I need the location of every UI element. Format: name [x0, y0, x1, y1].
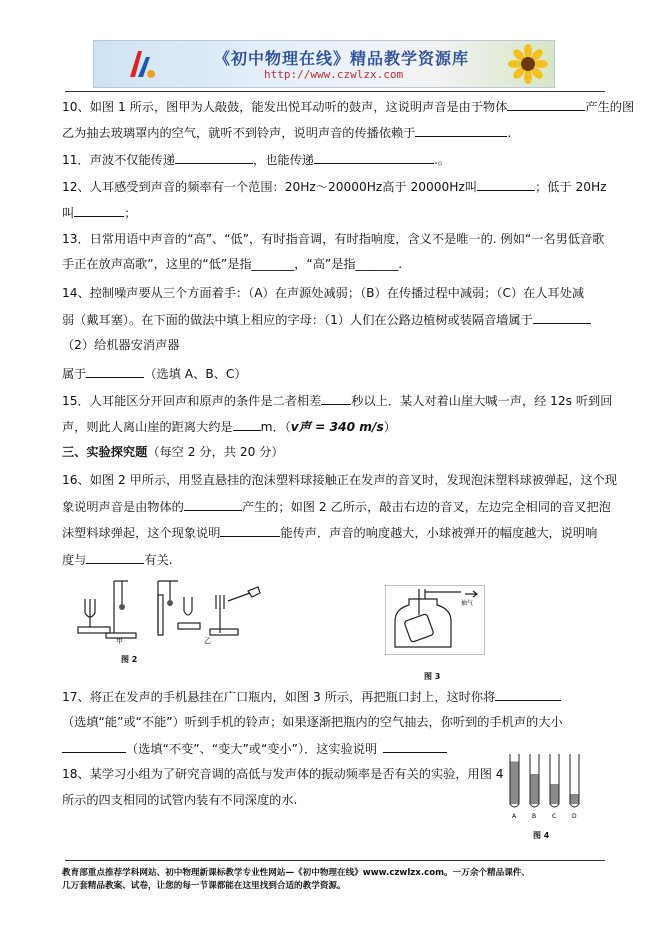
tube-water-C	[550, 784, 559, 804]
question-17-line1: 17、将正在发声的手机悬挂在广口瓶内，如图 3 所示，再把瓶口封上，这时你将	[62, 688, 561, 705]
tube-water-A	[510, 762, 519, 805]
figure-3-caption: 图 3	[424, 672, 441, 681]
foam-ball-icon	[167, 600, 173, 606]
footer-line-1: 教育部重点推荐学科网站、初中物理新课标教学专业性网站—《初中物理在线》www.czwlzx.com。一万余个精品课件、	[62, 868, 530, 878]
footer-rule	[65, 860, 605, 861]
figure-3-bottle-diagram	[385, 585, 485, 655]
blank[interactable]	[477, 178, 535, 191]
question-17-line2: （选填“能”或“不能”）听到手机的铃声；如果逐渐把瓶内的空气抽去，你听到的手机声的大小	[62, 715, 563, 729]
blank[interactable]	[383, 740, 447, 753]
test-tube-label-B: B	[532, 813, 537, 820]
header-rule	[65, 91, 605, 92]
section-3-heading: 三、实验探究题（每空 2 分，共 20 分）	[62, 445, 284, 459]
blank[interactable]	[220, 524, 280, 537]
speed-formula: v声 = 340 m/s	[290, 420, 384, 434]
question-18-line1: 18、某学习小组为了研究音调的高低与发声体的振动频率是否有关的实验，用图 4	[62, 767, 504, 781]
figure-3-pump-label: 抽气	[461, 600, 474, 607]
header-title: 《初中物理在线》精品教学资源库	[214, 49, 470, 68]
question-15-line2: 声，则此人离山崖的距离大约是 m．（v声 = 340 m/s）	[62, 420, 396, 434]
blank[interactable]	[184, 498, 242, 511]
figure-4-test-tubes	[500, 750, 590, 820]
question-16-line3: 沫塑料球弹起，这个现象说明 能传声．声音的响度越大，小球被弹开的幅度越大，说明响	[62, 526, 598, 540]
question-13-line2: 手正在放声高歌”，这里的“低”是指_______，“高”是指_______.	[62, 257, 403, 271]
foam-ball-icon	[119, 604, 125, 610]
question-18-line2: 所示的四支相同的试管内装有不同深度的水.	[62, 793, 298, 807]
blank[interactable]	[314, 151, 434, 164]
blank[interactable]	[175, 151, 253, 164]
test-tube-label-C: C	[552, 813, 557, 820]
question-11: 11．声波不仅能传递 ，也能传递 .。	[62, 153, 451, 167]
blank[interactable]: _______	[355, 257, 399, 271]
test-tube-label-A: A	[512, 813, 517, 820]
question-14-line4: 属于 （选填 A、B、C）	[62, 367, 247, 381]
footer-line-2: 几万套精品教案、试卷，让您的每一节课都能在这里找到合适的教学资源。	[62, 881, 346, 891]
question-15-line1: 15．人耳能区分开回声和原声的条件是二者相差 秒以上．某人对着山崖大喊一声，经 12s 听到回	[62, 394, 613, 408]
test-tube-label-D: D	[572, 813, 577, 820]
blank[interactable]	[415, 124, 507, 137]
question-16-line1: 16、如图 2 甲所示，用竖直悬挂的泡沫塑料球接触正在发声的音叉时，发现泡沫塑料球被弹起，这个现	[62, 473, 618, 487]
question-14-line3: （2）给机器安消声器	[62, 338, 180, 352]
blank[interactable]	[86, 365, 144, 378]
sunflower-icon	[508, 44, 548, 84]
question-10-line1: 10、如图 1 所示，图甲为人敲鼓，能发出悦耳动听的鼓声，这说明声音是由于物体 产生的图	[62, 100, 635, 114]
blank[interactable]	[233, 418, 261, 431]
figure-2-jia-label: 甲	[116, 637, 123, 645]
header-url: http://www.czwlzx.com	[264, 68, 404, 81]
blank[interactable]: _______	[251, 257, 295, 271]
tube-water-B	[530, 774, 539, 804]
site-logo-icon	[124, 47, 158, 81]
question-16-line4: 度与 有关.	[62, 553, 173, 567]
figure-2-diagram	[70, 575, 270, 645]
blank[interactable]	[321, 392, 351, 405]
tube-water-D	[570, 794, 579, 804]
blank[interactable]	[86, 551, 144, 564]
question-13-line1: 13．日常用语中声音的“高”、“低”，有时指音调，有时指响度，含义不是唯一的. 例如“一名男低音歌	[62, 232, 605, 246]
question-16-line2: 象说明声音是由物体的 产生的；如图 2 乙所示，敲击右边的音叉，左边完全相同的音叉把泡	[62, 500, 611, 514]
blank[interactable]	[74, 204, 124, 217]
question-10-line2: 乙为抽去玻璃罩内的空气，就听不到铃声，说明声音的传播依赖于 .	[62, 126, 512, 140]
blank[interactable]	[62, 740, 126, 753]
header-banner	[93, 40, 555, 88]
figure-2-yi-label: 乙	[204, 637, 211, 645]
question-12-line1: 12、人耳感受到声音的频率有一个范围：20Hz～20000Hz高于 20000Hz叫 ；低于 20Hz	[62, 180, 607, 194]
figure-4-caption: 图 4	[533, 831, 550, 840]
question-12-line2: 叫 ；	[62, 206, 137, 220]
blank[interactable]	[533, 311, 591, 324]
question-14-line1: 14、控制噪声要从三个方面着手：（A）在声源处减弱；（B）在传播过程中减弱；（C）在人耳处减	[62, 286, 585, 300]
question-14-line2: 弱（戴耳塞）。在下面的做法中填上相应的字母：（1）人们在公路边植树或装隔音墙属于	[62, 311, 591, 328]
blank[interactable]	[507, 98, 585, 111]
figure-2-caption: 图 2	[121, 655, 138, 664]
blank[interactable]	[495, 688, 561, 701]
question-17-line3: （选填“不变”、“变大”或“变小”）．这实验说明	[62, 740, 447, 757]
